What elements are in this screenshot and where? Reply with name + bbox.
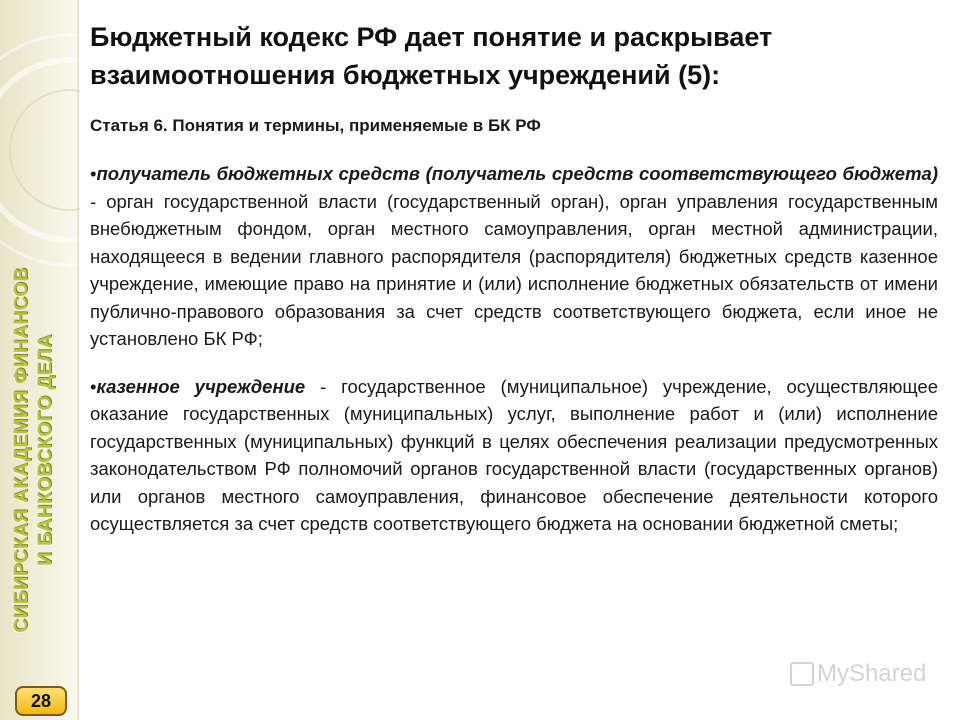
- definition-term: казенное учреждение: [96, 375, 306, 397]
- definition-text: - государственное (муниципальное) учреждение, осуществляющее оказание государственных (муниципальных) услуг, выполнение работ и (или) исполнение государственных (муниципальных) функций в целях обеспечения реализации предусмотренных законодательством РФ полномочий органов государственной власти (государственных органов) или органов местного самоуправления, финансовое обеспечение деятельности которого осуществляется за счет средств соответствующего бюджета на основании бюджетной сметы;: [90, 375, 938, 534]
- bullet: •: [90, 375, 97, 397]
- definition-text: - орган государственной власти (государственный орган), орган управления государственным внебюджетным фондом, орган местного самоуправления, орган местной администрации, находящееся в ведении главного распорядителя (распорядителя) бюджетных средств казенное учреждение, имеющие право на принятие и (или) исполнение бюджетных обязательств от имени публично-правового образования за счет средств соответствующего бюджета, если иное не установлено БК РФ;: [90, 190, 938, 349]
- article-heading: Статья 6. Понятия и термины, применяемые в БК РФ: [90, 116, 541, 135]
- academy-name-line2: И БАНКОВСКОГО ДЕЛА: [35, 334, 56, 566]
- definition-paragraph: [90, 373, 938, 538]
- definition-paragraph: [90, 160, 938, 353]
- sidebar-decoration: [0, 0, 80, 720]
- watermark-logo-icon: [790, 662, 814, 686]
- academy-name-vertical: [10, 240, 58, 660]
- slide-title-line2: взаимоотношения бюджетных учреждений (5):: [90, 60, 721, 90]
- slide-title: [90, 18, 938, 94]
- watermark-text: MyShared: [817, 660, 927, 687]
- slide-content: [90, 18, 938, 538]
- slide-title-line1: Бюджетный кодекс РФ дает понятие и раскрывает: [90, 22, 773, 52]
- definition-term: получатель бюджетных средств (получатель средств соответствующего бюджета): [96, 163, 938, 184]
- page-number-badge: 28: [15, 686, 67, 716]
- academy-name-line1: СИБИРСКАЯ АКАДЕМИЯ ФИНАНСОВ: [11, 267, 32, 633]
- bullet: •: [90, 163, 97, 184]
- watermark: [790, 660, 926, 688]
